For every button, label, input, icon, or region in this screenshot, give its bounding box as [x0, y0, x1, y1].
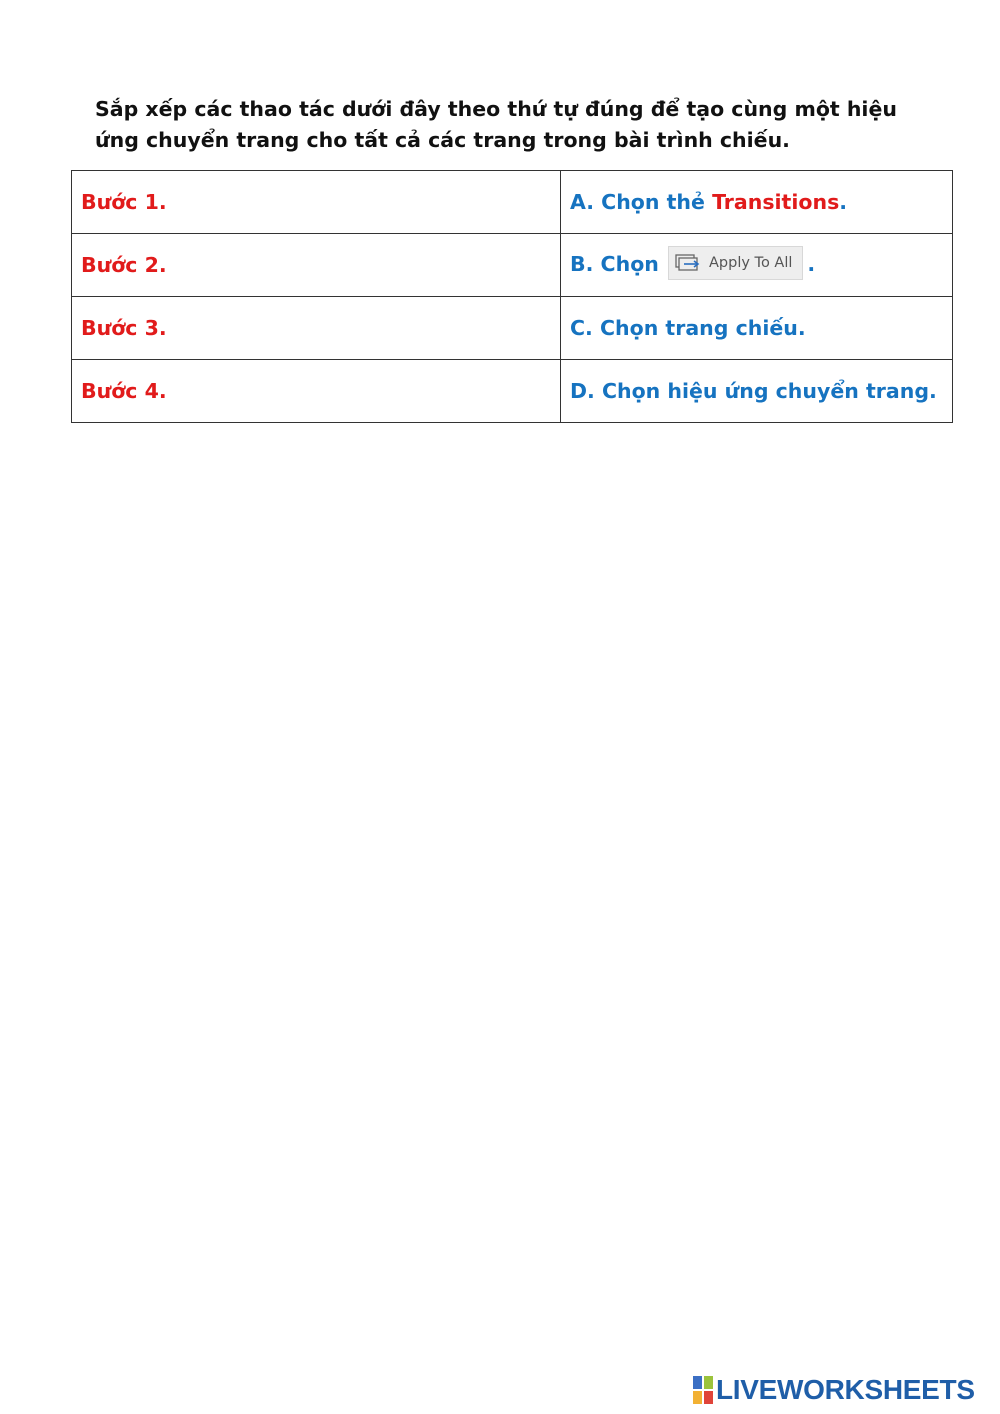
- step-label[interactable]: Bước 2.: [72, 234, 561, 297]
- logo-mark-icon: [693, 1376, 713, 1404]
- table-row: [72, 171, 953, 234]
- step-label[interactable]: Bước 1.: [72, 171, 561, 234]
- action-period: .: [839, 190, 848, 214]
- liveworksheets-logo: [693, 1373, 975, 1407]
- action-cell[interactable]: D. Chọn hiệu ứng chuyển trang.: [561, 360, 953, 423]
- action-cell[interactable]: C. Chọn trang chiếu.: [561, 297, 953, 360]
- table-row: [72, 360, 953, 423]
- transitions-tab-name: Transitions: [712, 190, 840, 214]
- table-row: [72, 234, 953, 297]
- action-cell[interactable]: [561, 171, 953, 234]
- step-label[interactable]: Bước 3.: [72, 297, 561, 360]
- table-row: [72, 297, 953, 360]
- action-text: B. Chọn: [570, 252, 667, 276]
- steps-table: [71, 170, 953, 423]
- logo-text: LIVEWORKSHEETS: [716, 1374, 975, 1405]
- action-period: .: [807, 252, 816, 276]
- action-text: A. Chọn thẻ: [570, 190, 713, 214]
- apply-to-all-icon: [675, 254, 703, 272]
- step-label[interactable]: Bước 4.: [72, 360, 561, 423]
- question-text: Sắp xếp các thao tác dưới đây theo thứ tự đúng để tạo cùng một hiệu ứng chuyển trang cho tất cả các trang trong bài trình chiếu.: [95, 97, 897, 152]
- apply-to-all-button-image: [668, 246, 803, 280]
- apply-to-all-label: Apply To All: [709, 255, 793, 271]
- action-cell[interactable]: [561, 234, 953, 297]
